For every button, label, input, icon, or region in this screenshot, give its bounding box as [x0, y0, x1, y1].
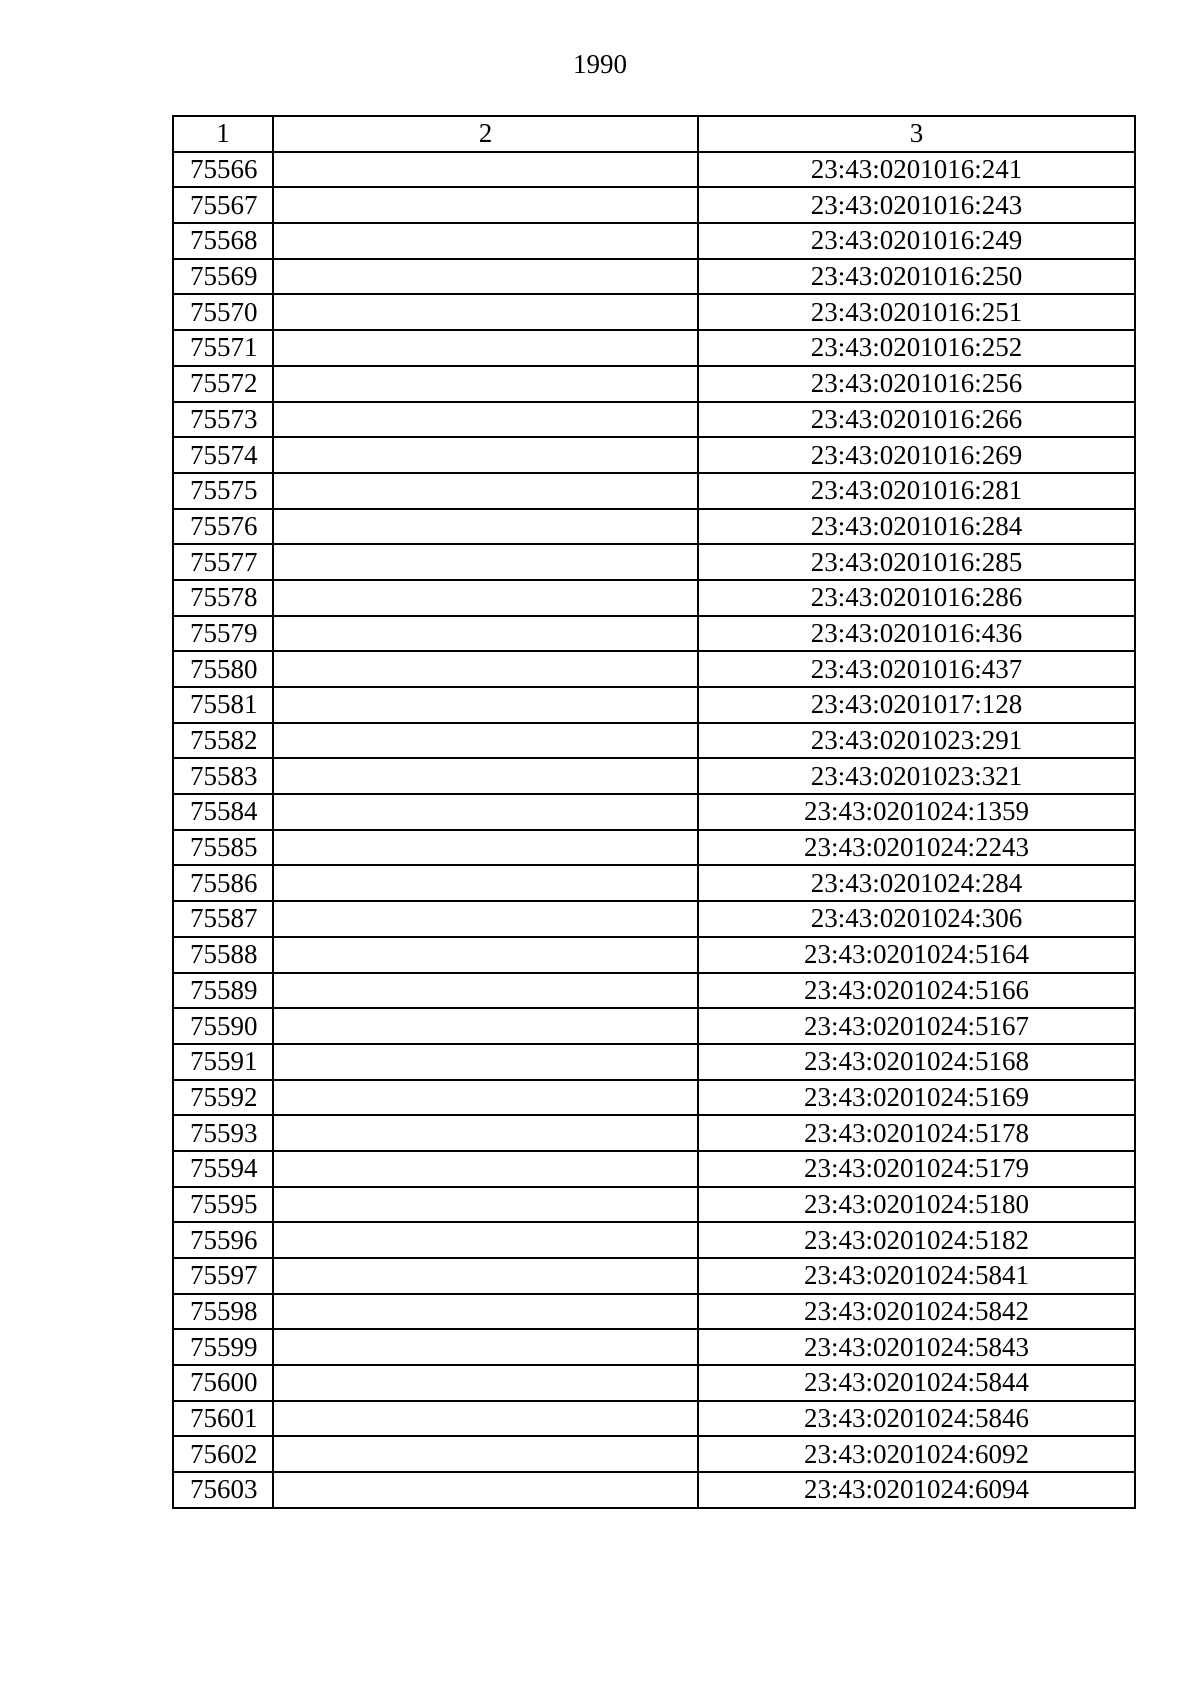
table-body [173, 152, 1135, 1508]
table-row [173, 830, 1135, 866]
table-row [173, 1187, 1135, 1223]
name-cell [273, 580, 698, 616]
cadastral-number-cell: 23:43:0201023:321 [698, 758, 1135, 794]
name-cell [273, 1294, 698, 1330]
row-number-cell: 75599 [173, 1329, 273, 1365]
cadastral-number-cell: 23:43:0201016:266 [698, 402, 1135, 438]
row-number-cell: 75579 [173, 616, 273, 652]
table-row [173, 1115, 1135, 1151]
name-cell [273, 1436, 698, 1472]
name-cell [273, 616, 698, 652]
cadastral-number-cell: 23:43:0201016:250 [698, 259, 1135, 295]
cadastral-number-cell: 23:43:0201024:6094 [698, 1472, 1135, 1508]
table-row [173, 794, 1135, 830]
row-number-cell: 75601 [173, 1401, 273, 1437]
cadastral-number-cell: 23:43:0201024:284 [698, 865, 1135, 901]
row-number-cell: 75586 [173, 865, 273, 901]
cadastral-number-cell: 23:43:0201024:5164 [698, 937, 1135, 973]
cadastral-number-cell: 23:43:0201016:251 [698, 294, 1135, 330]
cadastral-number-cell: 23:43:0201024:5166 [698, 973, 1135, 1009]
cadastral-number-cell: 23:43:0201016:286 [698, 580, 1135, 616]
cadastral-number-cell: 23:43:0201016:437 [698, 651, 1135, 687]
name-cell [273, 1258, 698, 1294]
table-row [173, 1008, 1135, 1044]
table-row [173, 651, 1135, 687]
table-row [173, 1329, 1135, 1365]
name-cell [273, 1080, 698, 1116]
cadastral-number-cell: 23:43:0201024:5178 [698, 1115, 1135, 1151]
row-number-cell: 75578 [173, 580, 273, 616]
row-number-cell: 75574 [173, 437, 273, 473]
table-row [173, 1258, 1135, 1294]
table-row [173, 1401, 1135, 1437]
table-row [173, 509, 1135, 545]
table-row [173, 1044, 1135, 1080]
row-number-cell: 75567 [173, 187, 273, 223]
page-number: 1990 [573, 49, 627, 79]
column-header-1: 1 [173, 116, 273, 152]
name-cell [273, 687, 698, 723]
cadastral-number-cell: 23:43:0201024:2243 [698, 830, 1135, 866]
name-cell [273, 187, 698, 223]
name-cell [273, 937, 698, 973]
table-row [173, 758, 1135, 794]
name-cell [273, 1222, 698, 1258]
cadastral-number-cell: 23:43:0201016:256 [698, 366, 1135, 402]
cadastral-number-cell: 23:43:0201016:241 [698, 152, 1135, 188]
name-cell [273, 723, 698, 759]
name-cell [273, 544, 698, 580]
table-row [173, 1294, 1135, 1330]
cadastral-number-cell: 23:43:0201024:5169 [698, 1080, 1135, 1116]
cadastral-number-cell: 23:43:0201024:5846 [698, 1401, 1135, 1437]
name-cell [273, 1151, 698, 1187]
table-row [173, 1151, 1135, 1187]
name-cell [273, 794, 698, 830]
table-row [173, 1436, 1135, 1472]
table-row [173, 544, 1135, 580]
table-row [173, 1365, 1135, 1401]
row-number-cell: 75597 [173, 1258, 273, 1294]
cadastral-number-cell: 23:43:0201016:252 [698, 330, 1135, 366]
cadastral-number-cell: 23:43:0201024:6092 [698, 1436, 1135, 1472]
table-row [173, 187, 1135, 223]
row-number-cell: 75582 [173, 723, 273, 759]
cadastral-number-cell: 23:43:0201024:5182 [698, 1222, 1135, 1258]
table-row [173, 1222, 1135, 1258]
name-cell [273, 402, 698, 438]
row-number-cell: 75587 [173, 901, 273, 937]
column-header-2: 2 [273, 116, 698, 152]
table-row [173, 152, 1135, 188]
cadastral-number-cell: 23:43:0201024:5180 [698, 1187, 1135, 1223]
name-cell [273, 758, 698, 794]
cadastral-number-cell: 23:43:0201017:128 [698, 687, 1135, 723]
table-row [173, 330, 1135, 366]
name-cell [273, 1187, 698, 1223]
table-row [173, 437, 1135, 473]
cadastral-number-cell: 23:43:0201024:306 [698, 901, 1135, 937]
row-number-cell: 75581 [173, 687, 273, 723]
name-cell [273, 366, 698, 402]
table-row [173, 1080, 1135, 1116]
name-cell [273, 1472, 698, 1508]
row-number-cell: 75592 [173, 1080, 273, 1116]
cadastral-number-cell: 23:43:0201024:5168 [698, 1044, 1135, 1080]
table-row [173, 223, 1135, 259]
name-cell [273, 509, 698, 545]
header-row [173, 116, 1135, 152]
cadastral-number-cell: 23:43:0201024:5841 [698, 1258, 1135, 1294]
table-row [173, 473, 1135, 509]
row-number-cell: 75602 [173, 1436, 273, 1472]
cadastral-number-cell: 23:43:0201016:281 [698, 473, 1135, 509]
name-cell [273, 473, 698, 509]
row-number-cell: 75568 [173, 223, 273, 259]
name-cell [273, 1365, 698, 1401]
cadastral-number-cell: 23:43:0201016:436 [698, 616, 1135, 652]
row-number-cell: 75572 [173, 366, 273, 402]
table-row [173, 580, 1135, 616]
row-number-cell: 75580 [173, 651, 273, 687]
cadastral-number-cell: 23:43:0201024:5844 [698, 1365, 1135, 1401]
row-number-cell: 75577 [173, 544, 273, 580]
table-row [173, 366, 1135, 402]
cadastral-number-cell: 23:43:0201016:269 [698, 437, 1135, 473]
cadastral-number-cell: 23:43:0201024:1359 [698, 794, 1135, 830]
name-cell [273, 259, 698, 295]
row-number-cell: 75571 [173, 330, 273, 366]
cadastral-number-cell: 23:43:0201016:285 [698, 544, 1135, 580]
table-row [173, 901, 1135, 937]
row-number-cell: 75600 [173, 1365, 273, 1401]
name-cell [273, 330, 698, 366]
row-number-cell: 75570 [173, 294, 273, 330]
name-cell [273, 865, 698, 901]
name-cell [273, 1008, 698, 1044]
row-number-cell: 75603 [173, 1472, 273, 1508]
name-cell [273, 1329, 698, 1365]
table-row [173, 259, 1135, 295]
row-number-cell: 75584 [173, 794, 273, 830]
table-row [173, 294, 1135, 330]
table-row [173, 865, 1135, 901]
cadastral-number-cell: 23:43:0201024:5842 [698, 1294, 1135, 1330]
row-number-cell: 75596 [173, 1222, 273, 1258]
name-cell [273, 223, 698, 259]
row-number-cell: 75593 [173, 1115, 273, 1151]
row-number-cell: 75598 [173, 1294, 273, 1330]
name-cell [273, 901, 698, 937]
table-row [173, 687, 1135, 723]
column-header-3: 3 [698, 116, 1135, 152]
cadastral-number-cell: 23:43:0201024:5843 [698, 1329, 1135, 1365]
row-number-cell: 75595 [173, 1187, 273, 1223]
table-row [173, 723, 1135, 759]
row-number-cell: 75589 [173, 973, 273, 1009]
name-cell [273, 1044, 698, 1080]
name-cell [273, 294, 698, 330]
row-number-cell: 75576 [173, 509, 273, 545]
row-number-cell: 75583 [173, 758, 273, 794]
row-number-cell: 75573 [173, 402, 273, 438]
cadastral-number-cell: 23:43:0201016:284 [698, 509, 1135, 545]
row-number-cell: 75590 [173, 1008, 273, 1044]
cadastral-number-cell: 23:43:0201024:5167 [698, 1008, 1135, 1044]
name-cell [273, 973, 698, 1009]
name-cell [273, 1401, 698, 1437]
table-row [173, 937, 1135, 973]
row-number-cell: 75569 [173, 259, 273, 295]
row-number-cell: 75588 [173, 937, 273, 973]
table-row [173, 1472, 1135, 1508]
cadastral-number-cell: 23:43:0201016:249 [698, 223, 1135, 259]
name-cell [273, 152, 698, 188]
name-cell [273, 1115, 698, 1151]
table-row [173, 402, 1135, 438]
row-number-cell: 75575 [173, 473, 273, 509]
cadastral-number-cell: 23:43:0201023:291 [698, 723, 1135, 759]
name-cell [273, 437, 698, 473]
row-number-cell: 75566 [173, 152, 273, 188]
row-number-cell: 75591 [173, 1044, 273, 1080]
cadastral-number-cell: 23:43:0201016:243 [698, 187, 1135, 223]
row-number-cell: 75594 [173, 1151, 273, 1187]
table-row [173, 973, 1135, 1009]
table-header [173, 116, 1135, 152]
name-cell [273, 830, 698, 866]
register-table [172, 115, 1136, 1509]
table-row [173, 616, 1135, 652]
row-number-cell: 75585 [173, 830, 273, 866]
cadastral-number-cell: 23:43:0201024:5179 [698, 1151, 1135, 1187]
name-cell [273, 651, 698, 687]
